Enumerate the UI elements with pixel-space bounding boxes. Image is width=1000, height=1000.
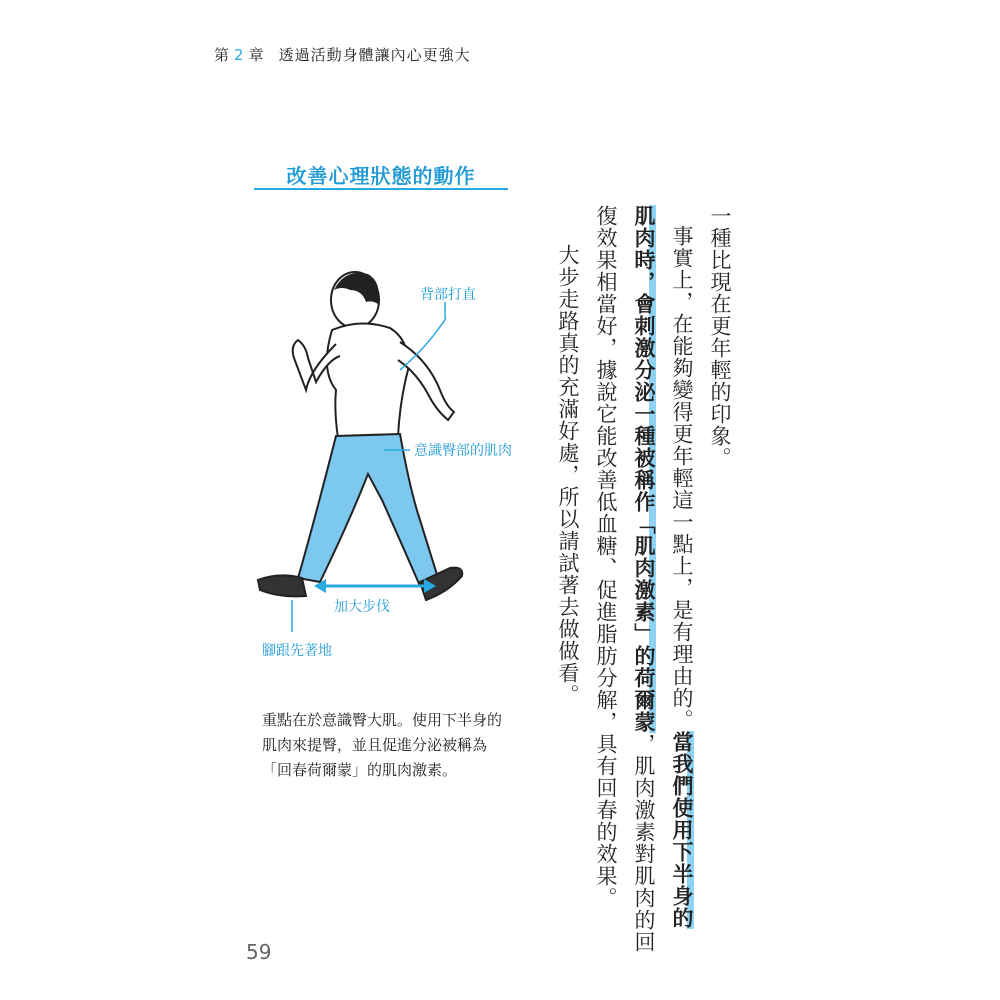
walking-man-illustration bbox=[250, 260, 540, 660]
body-column-2 bbox=[662, 225, 702, 929]
body-column-2-highlight: 當我們使用下半身的 bbox=[670, 731, 694, 929]
front-shoe bbox=[258, 575, 306, 596]
body-column-2-text: 事實上，在能夠變得更年輕這一點上，是有理由的。 bbox=[670, 225, 694, 731]
chapter-number: 2 bbox=[234, 46, 245, 64]
running-header bbox=[214, 44, 471, 65]
label-glute-muscles: 意識臀部的肌肉 bbox=[414, 443, 512, 459]
torso bbox=[327, 323, 408, 438]
label-heel-first: 腳跟先著地 bbox=[262, 643, 332, 659]
body-column-3-text: ，肌肉激素對肌肉的回 bbox=[632, 733, 656, 953]
body-column-1: 一種比現在更年輕的印象。 bbox=[708, 205, 732, 469]
label-bigger-stride: 加大步伐 bbox=[334, 599, 390, 615]
page-number: 59 bbox=[246, 940, 272, 964]
section-title: 改善心理狀態的動作 bbox=[286, 164, 476, 188]
chapter-prefix: 第 bbox=[214, 46, 231, 64]
figure-caption: 重點在於意識臀大肌。使用下半身的肌肉來提臀，並且促進分泌被稱為「回春荷爾蒙」的肌肉激素。 bbox=[262, 711, 503, 779]
body-column-3 bbox=[624, 205, 664, 953]
body-column-5: 大步走路真的充滿好處，所以請試著去做做看。 bbox=[556, 244, 580, 706]
section-title-rule bbox=[254, 188, 508, 190]
rear-arm bbox=[398, 342, 454, 420]
body-column-3-highlight: 肌肉時，會刺激分泌一種被稱作「肌肉激素」的荷爾蒙 bbox=[632, 205, 656, 733]
chapter-suffix: 章 bbox=[248, 46, 265, 64]
chapter-title: 透過活動身體讓內心更強大 bbox=[278, 46, 471, 64]
body-column-4: 復效果相當好，據說它能改善低血糖、促進脂肪分解，具有回春的效果。 bbox=[594, 205, 618, 909]
label-back-straight: 背部打直 bbox=[420, 287, 476, 303]
